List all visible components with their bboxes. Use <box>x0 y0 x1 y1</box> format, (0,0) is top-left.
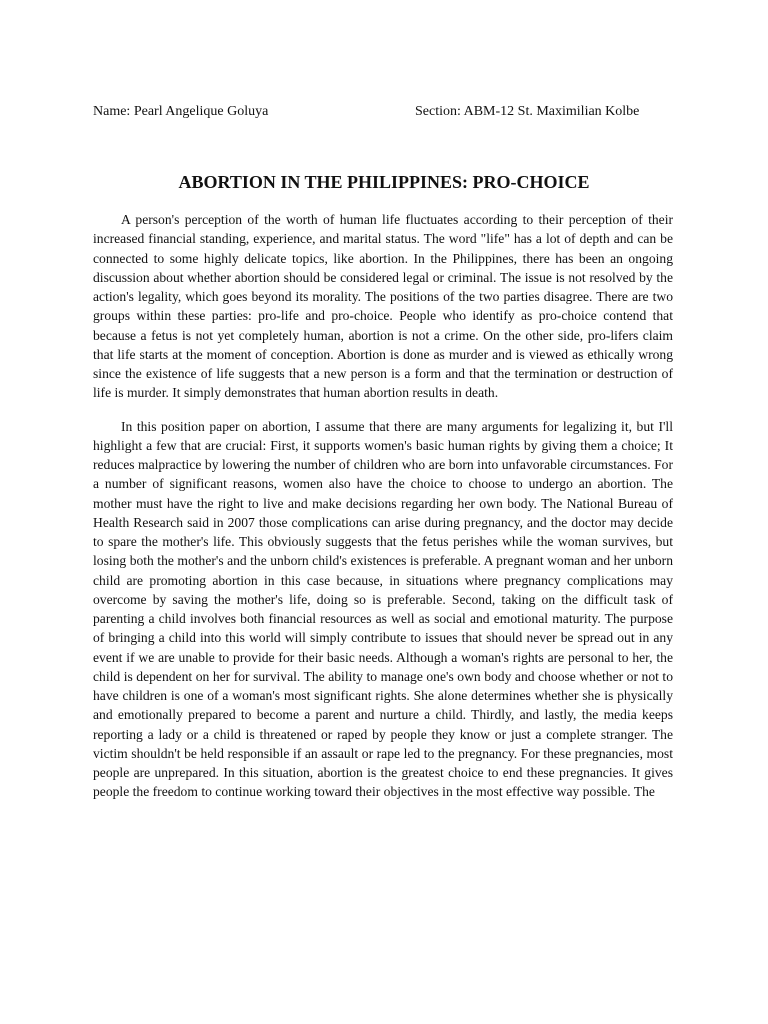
document-header <box>93 102 665 122</box>
document-body <box>93 210 673 802</box>
body-paragraph-2: In this position paper on abortion, I assume that there are many arguments for legalizing it, but I'll highlight a few that are crucial: First, it supports women's basic human rights by giving them a choice; It reduces malpractice by lowering the number of children who are born into unfavorable circumstances. For a number of significant reasons, women also have the choice to choose to undergo an abortion. The mother must have the right to live and make decisions regarding her own body. The National Bureau of Health Research said in 2007 those complications can arise during pregnancy, and the doctor may decide to spare the mother's life. This obviously suggests that the fetus perishes while the woman survives, but losing both the mother's and the unborn child's existences is preferable. A pregnant woman and her unborn child are promoting abortion in this case because, in situations where pregnancy complications may overcome by saving the mother's life, doing so is preferable. Second, taking on the difficult task of parenting a child involves both financial resources as well as social and emotional maturity. The purpose of bringing a child into this world will simply contribute to issues that should never be spread out in any event if we are unable to provide for their basic needs. Although a woman's rights are personal to her, the child is dependent on her for survival. The ability to manage one's own body and choose whether or not to have children is one of a woman's most significant rights. She alone determines whether she is physically and emotionally prepared to become a parent and nurture a child. Thirdly, and lastly, the media keeps reporting a lady or a child is threatened or raped by people they know or just a complete stranger. The victim shouldn't be held responsible if an assault or rape led to the pregnancy. For these pregnancies, most people are unprepared. In this situation, abortion is the greatest choice to end these pregnancies. It gives people the freedom to continue working toward their objectives in the most effective way possible. The <box>93 418 673 800</box>
student-section: Section: ABM-12 St. Maximilian Kolbe <box>415 104 640 119</box>
body-paragraph-1: A person's perception of the worth of human life fluctuates according to their perception of their increased financial standing, experience, and marital status. The word "life" has a lot of depth and can be connected to some highly delicate topics, like abortion. In the Philippines, there has been an ongoing discussion about whether abortion should be considered legal or criminal. The issue is not resolved by the action's legality, which goes beyond its morality. The positions of the two parties disagree. There are two groups within these parties: pro-life and pro-choice. People who identify as pro-choice contend that because a fetus is not yet completely human, abortion is not a crime. On the other side, pro-lifers claim that life starts at the moment of conception. Abortion is done as murder and is viewed as ethically wrong since the existence of life suggests that a new person is a form and that the termination or destruction of life is murder. It simply demonstrates that human abortion results in death. <box>93 212 673 401</box>
document-title: ABORTION IN THE PHILIPPINES: PRO-CHOICE <box>178 172 590 192</box>
student-name: Name: Pearl Angelique Goluya <box>93 104 269 119</box>
